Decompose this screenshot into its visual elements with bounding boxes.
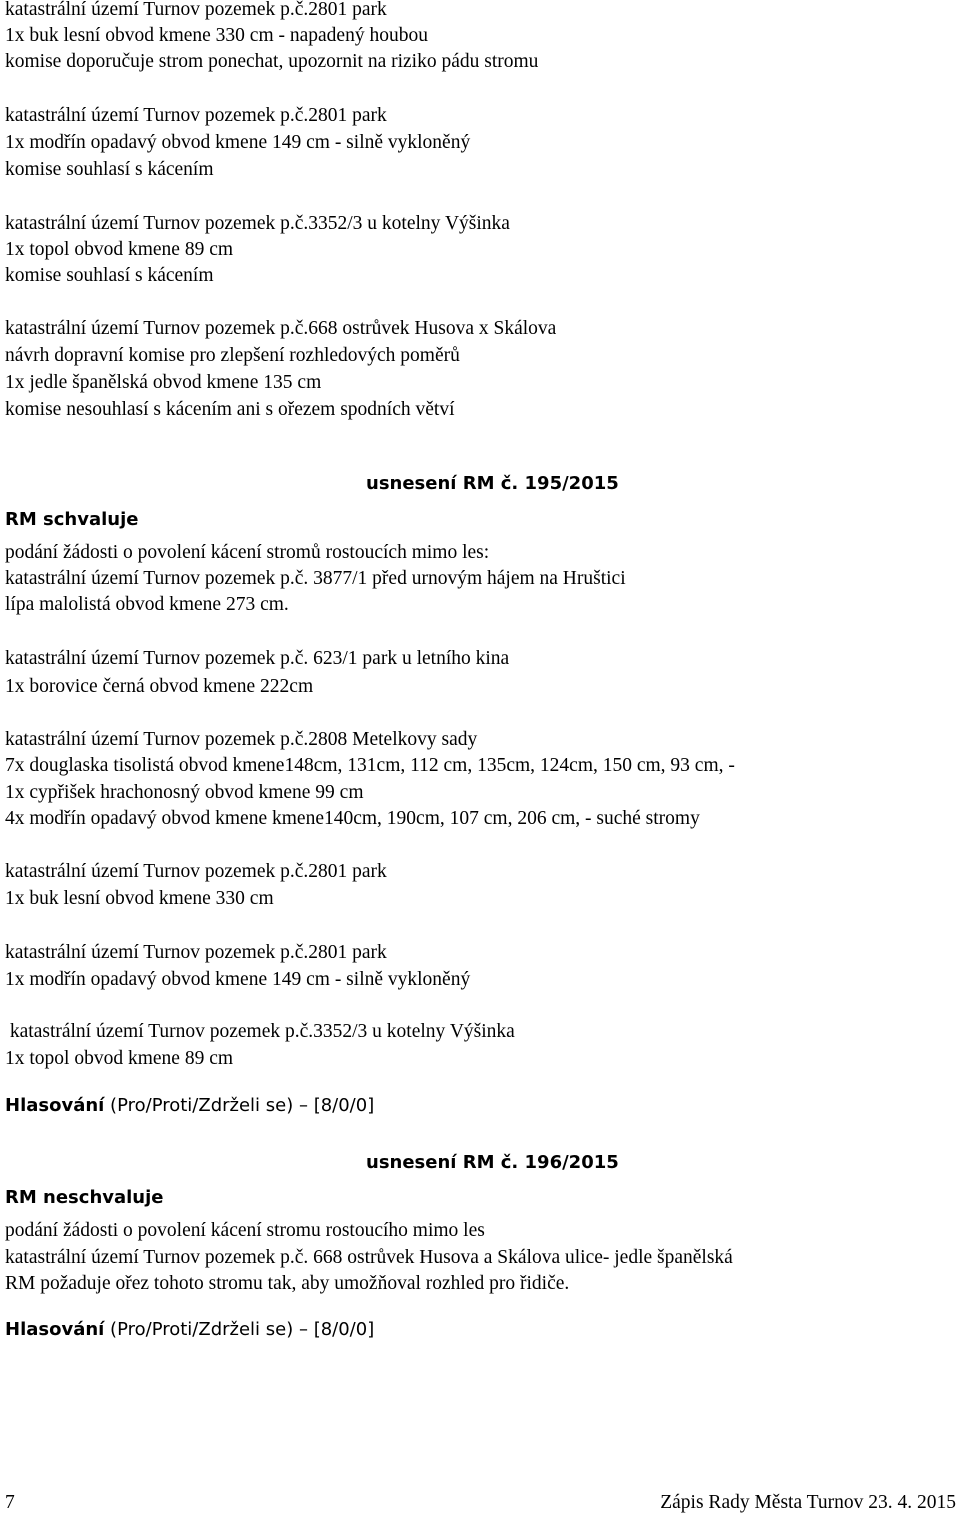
- item-line: 1x cypřišek hrachonosný obvod kmene 99 cm: [5, 782, 364, 803]
- resolution-number: usnesení RM č. 196/2015: [366, 1152, 619, 1173]
- item-line: katastrální území Turnov pozemek p.č. 3877/1 před urnovým hájem na Hruštici: [5, 568, 626, 589]
- item-line: 1x borovice černá obvod kmene 222cm: [5, 676, 314, 697]
- block-line: 1x buk lesní obvod kmene 330 cm - napadený houbou: [5, 25, 428, 46]
- vote-text: (Pro/Proti/Zdrželi se) – [8/0/0]: [104, 1095, 375, 1116]
- block-line: katastrální území Turnov pozemek p.č.668 ostrůvek Husova x Skálova: [5, 318, 557, 339]
- block-line: komise doporučuje strom ponechat, upozornit na riziko pádu stromu: [5, 51, 539, 72]
- resolution-verdict: RM schvaluje: [5, 509, 139, 530]
- item-line: 1x topol obvod kmene 89 cm: [5, 1048, 234, 1069]
- block-line: katastrální území Turnov pozemek p.č.2801 park: [5, 0, 387, 20]
- block-line: komise souhlasí s kácením: [5, 159, 214, 180]
- item-line: katastrální území Turnov pozemek p.č.2801 park: [5, 861, 387, 882]
- item-line: katastrální území Turnov pozemek p.č. 623/1 park u letního kina: [5, 648, 510, 669]
- item-line: lípa malolistá obvod kmene 273 cm.: [5, 594, 289, 615]
- resolution-number: usnesení RM č. 195/2015: [366, 473, 619, 494]
- item-line: 1x buk lesní obvod kmene 330 cm: [5, 888, 274, 909]
- vote-label: Hlasování: [5, 1319, 105, 1340]
- block-line: 1x modřín opadavý obvod kmene 149 cm - silně vykloněný: [5, 132, 471, 153]
- block-line: návrh dopravní komise pro zlepšení rozhledových poměrů: [5, 345, 460, 366]
- resolution-line: RM požaduje ořez tohoto stromu tak, aby umožňoval rozhled pro řidiče.: [5, 1273, 570, 1294]
- vote-line: [5, 1317, 374, 1343]
- block-line: komise nesouhlasí s kácením ani s ořezem spodních větví: [5, 399, 455, 420]
- block-line: katastrální území Turnov pozemek p.č.3352/3 u kotelny Výšinka: [5, 213, 510, 234]
- resolution-intro: podání žádosti o povolení kácení stromů rostoucích mimo les:: [5, 542, 490, 563]
- block-line: komise souhlasí s kácením: [5, 265, 214, 286]
- item-line: katastrální území Turnov pozemek p.č.2801 park: [5, 942, 387, 963]
- item-line: katastrální území Turnov pozemek p.č.3352/3 u kotelny Výšinka: [5, 1021, 515, 1042]
- item-line: 1x modřín opadavý obvod kmene 149 cm - silně vykloněný: [5, 969, 471, 990]
- block-line: katastrální území Turnov pozemek p.č.2801 park: [5, 105, 387, 126]
- resolution-line: podání žádosti o povolení kácení stromu rostoucího mimo les: [5, 1220, 485, 1241]
- vote-line: [5, 1093, 374, 1119]
- page-number: 7: [5, 1492, 15, 1513]
- block-line: 1x jedle španělská obvod kmene 135 cm: [5, 372, 322, 393]
- item-line: 4x modřín opadavý obvod kmene kmene140cm, 190cm, 107 cm, 206 cm, - suché stromy: [5, 808, 700, 829]
- block-line: 1x topol obvod kmene 89 cm: [5, 239, 234, 260]
- vote-label: Hlasování: [5, 1095, 105, 1116]
- item-line: 7x douglaska tisolistá obvod kmene148cm, 131cm, 112 cm, 135cm, 124cm, 150 cm, 93 cm, -: [5, 755, 735, 776]
- item-line: katastrální území Turnov pozemek p.č.2808 Metelkovy sady: [5, 729, 478, 750]
- vote-text: (Pro/Proti/Zdrželi se) – [8/0/0]: [104, 1319, 375, 1340]
- document-title: Zápis Rady Města Turnov 23. 4. 2015: [660, 1492, 956, 1513]
- resolution-line: katastrální území Turnov pozemek p.č. 668 ostrůvek Husova a Skálova ulice- jedle španělská: [5, 1247, 733, 1268]
- resolution-verdict: RM neschvaluje: [5, 1187, 164, 1208]
